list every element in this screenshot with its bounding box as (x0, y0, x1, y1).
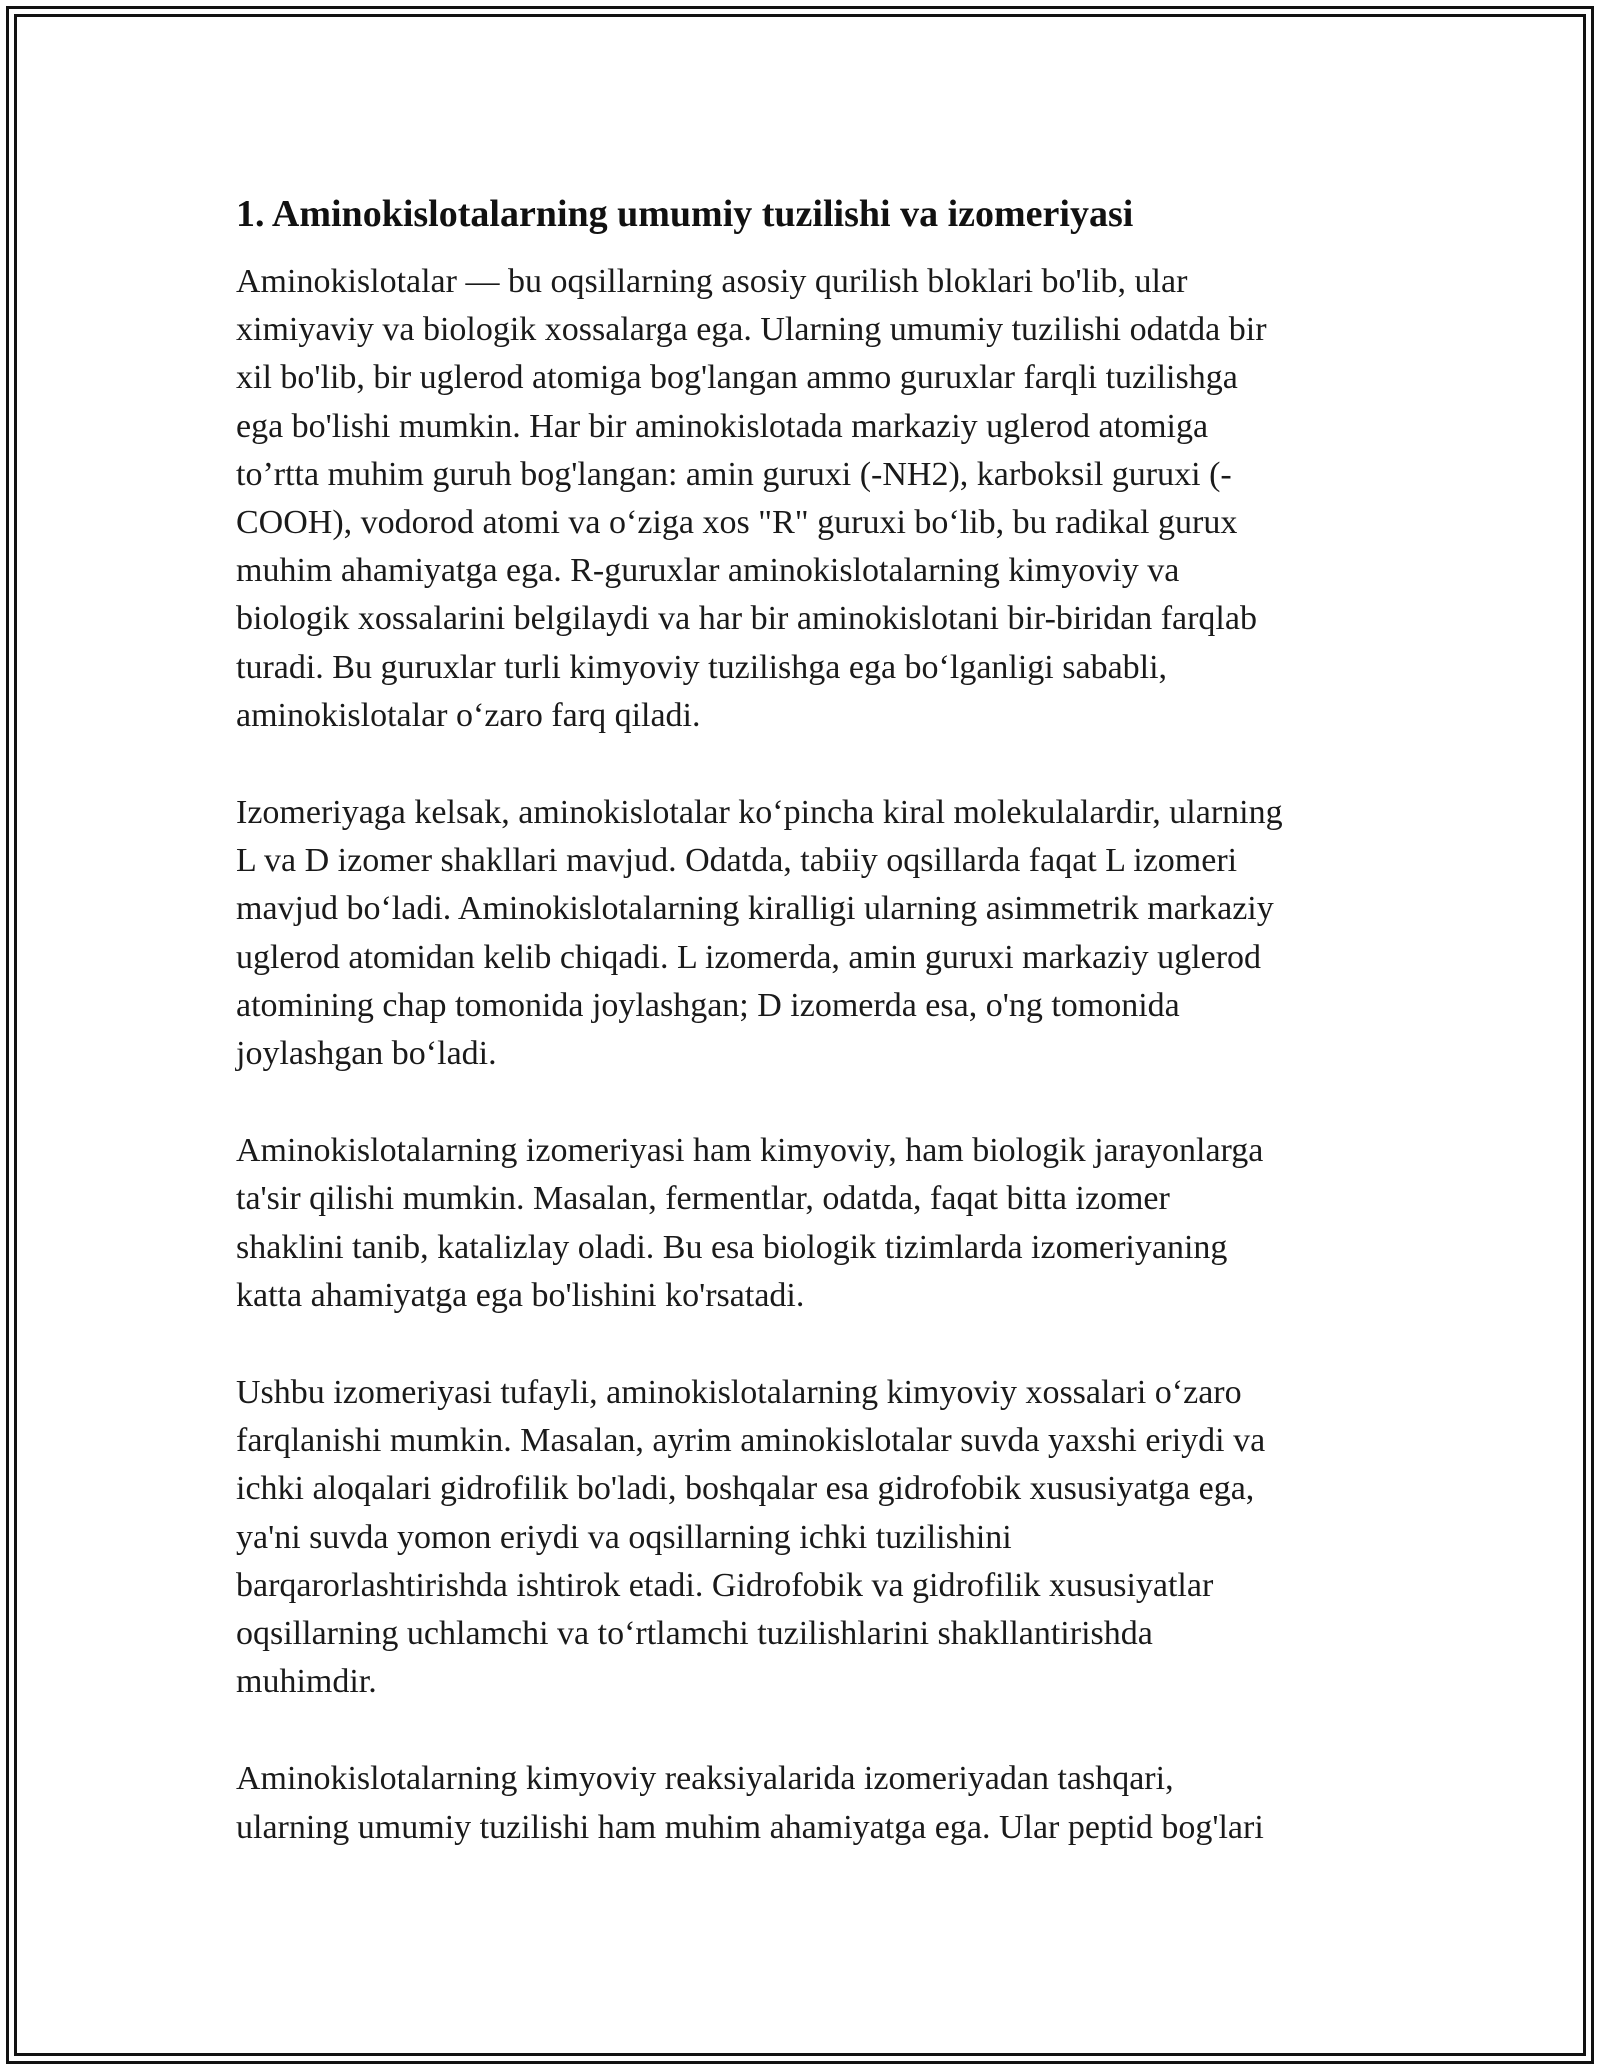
paragraph-line: Aminokislotalarning izomeriyasi ham kimyoviy, ham biologik jarayonlarga (236, 1132, 1264, 1170)
paragraph-line: L va D izomer shakllari mavjud. Odatda, tabiiy oqsillarda faqat L izomeri (236, 842, 1238, 880)
paragraph-line: katta ahamiyatga ega bo'lishini ko'rsatadi. (236, 1276, 805, 1314)
paragraph-line: mavjud bo‘ladi. Aminokislotalarning kiralligi ularning asimmetrik markaziy (236, 890, 1274, 928)
paragraph-line: farqlanishi mumkin. Masalan, ayrim aminokislotalar suvda yaxshi eriydi va (236, 1422, 1266, 1460)
paragraph-line: atomining chap tomonida joylashgan; D izomerda esa, o'ng tomonida (236, 986, 1180, 1024)
paragraph-line: ximiyaviy va biologik xossalarga ega. Ularning umumiy tuzilishi odatda bir (236, 311, 1267, 349)
paragraph-line: muhim ahamiyatga ega. R-guruxlar aminokislotalarning kimyoviy va (236, 552, 1180, 590)
paragraph-line: biologik xossalarini belgilaydi va har bir aminokislotani bir-biridan farqlab (236, 600, 1257, 638)
paragraph-line: ta'sir qilishi mumkin. Masalan, fermentlar, odatda, faqat bitta izomer (236, 1180, 1170, 1218)
paragraphs-container (236, 258, 1386, 1852)
paragraph (236, 1127, 1386, 1320)
paragraph-line: joylashgan bo‘ladi. (236, 1035, 497, 1073)
paragraph-line: Izomeriyaga kelsak, aminokislotalar ko‘pincha kiral molekulalardir, ularning (236, 794, 1283, 832)
paragraph-line: Aminokislotalarning kimyoviy reaksiyalarida izomeriyadan tashqari, (236, 1760, 1174, 1798)
paragraph-line: Ushbu izomeriyasi tufayli, aminokislotalarning kimyoviy xossalari o‘zaro (236, 1374, 1242, 1412)
paragraph-line: ularning umumiy tuzilishi ham muhim ahamiyatga ega. Ular peptid bog'lari (236, 1808, 1264, 1846)
paragraph (236, 1755, 1386, 1851)
paragraph-line: Aminokislotalar — bu oqsillarning asosiy qurilish bloklari bo'lib, ular (236, 263, 1188, 300)
paragraph-line: oqsillarning uchlamchi va to‘rtlamchi tuzilishlarini shakllantirishda (236, 1615, 1153, 1653)
paragraph-line: to’rtta muhim guruh bog'langan: amin guruxi (-NH2), karboksil guruxi (- (236, 455, 1232, 493)
paragraph (236, 789, 1386, 1078)
paragraph-line: aminokislotalar o‘zaro farq qiladi. (236, 696, 701, 734)
document-body (236, 186, 1386, 1901)
paragraph (236, 258, 1386, 740)
paragraph (236, 1369, 1386, 1706)
paragraph-line: muhimdir. (236, 1663, 377, 1701)
paragraph-line: turadi. Bu guruxlar turli kimyoviy tuzilishga ega bo‘lganligi sababli, (236, 648, 1168, 686)
paragraph-line: COOH), vodorod atomi va o‘ziga xos "R" guruxi bo‘lib, bu radikal gurux (236, 504, 1238, 542)
paragraph-line: shaklini tanib, katalizlay oladi. Bu esa biologik tizimlarda izomeriyaning (236, 1228, 1228, 1266)
paragraph-line: ega bo'lishi mumkin. Har bir aminokislotada markaziy uglerod atomiga (236, 407, 1209, 445)
paragraph-line: barqarorlashtirishda ishtirok etadi. Gidrofobik va gidrofilik xususiyatlar (236, 1566, 1214, 1604)
section-heading: 1. Aminokislotalarning umumiy tuzilishi va izomeriyasi (236, 193, 1134, 235)
paragraph-line: ichki aloqalari gidrofilik bo'ladi, boshqalar esa gidrofobik xususiyatga ega, (236, 1470, 1255, 1508)
paragraph-line: xil bo'lib, bir uglerod atomiga bog'langan ammo guruxlar farqli tuzilishga (236, 359, 1238, 397)
paragraph-line: ya'ni suvda yomon eriydi va oqsillarning ichki tuzilishini (236, 1518, 1012, 1556)
paragraph-line: uglerod atomidan kelib chiqadi. L izomerda, amin guruxi markaziy uglerod (236, 938, 1262, 976)
